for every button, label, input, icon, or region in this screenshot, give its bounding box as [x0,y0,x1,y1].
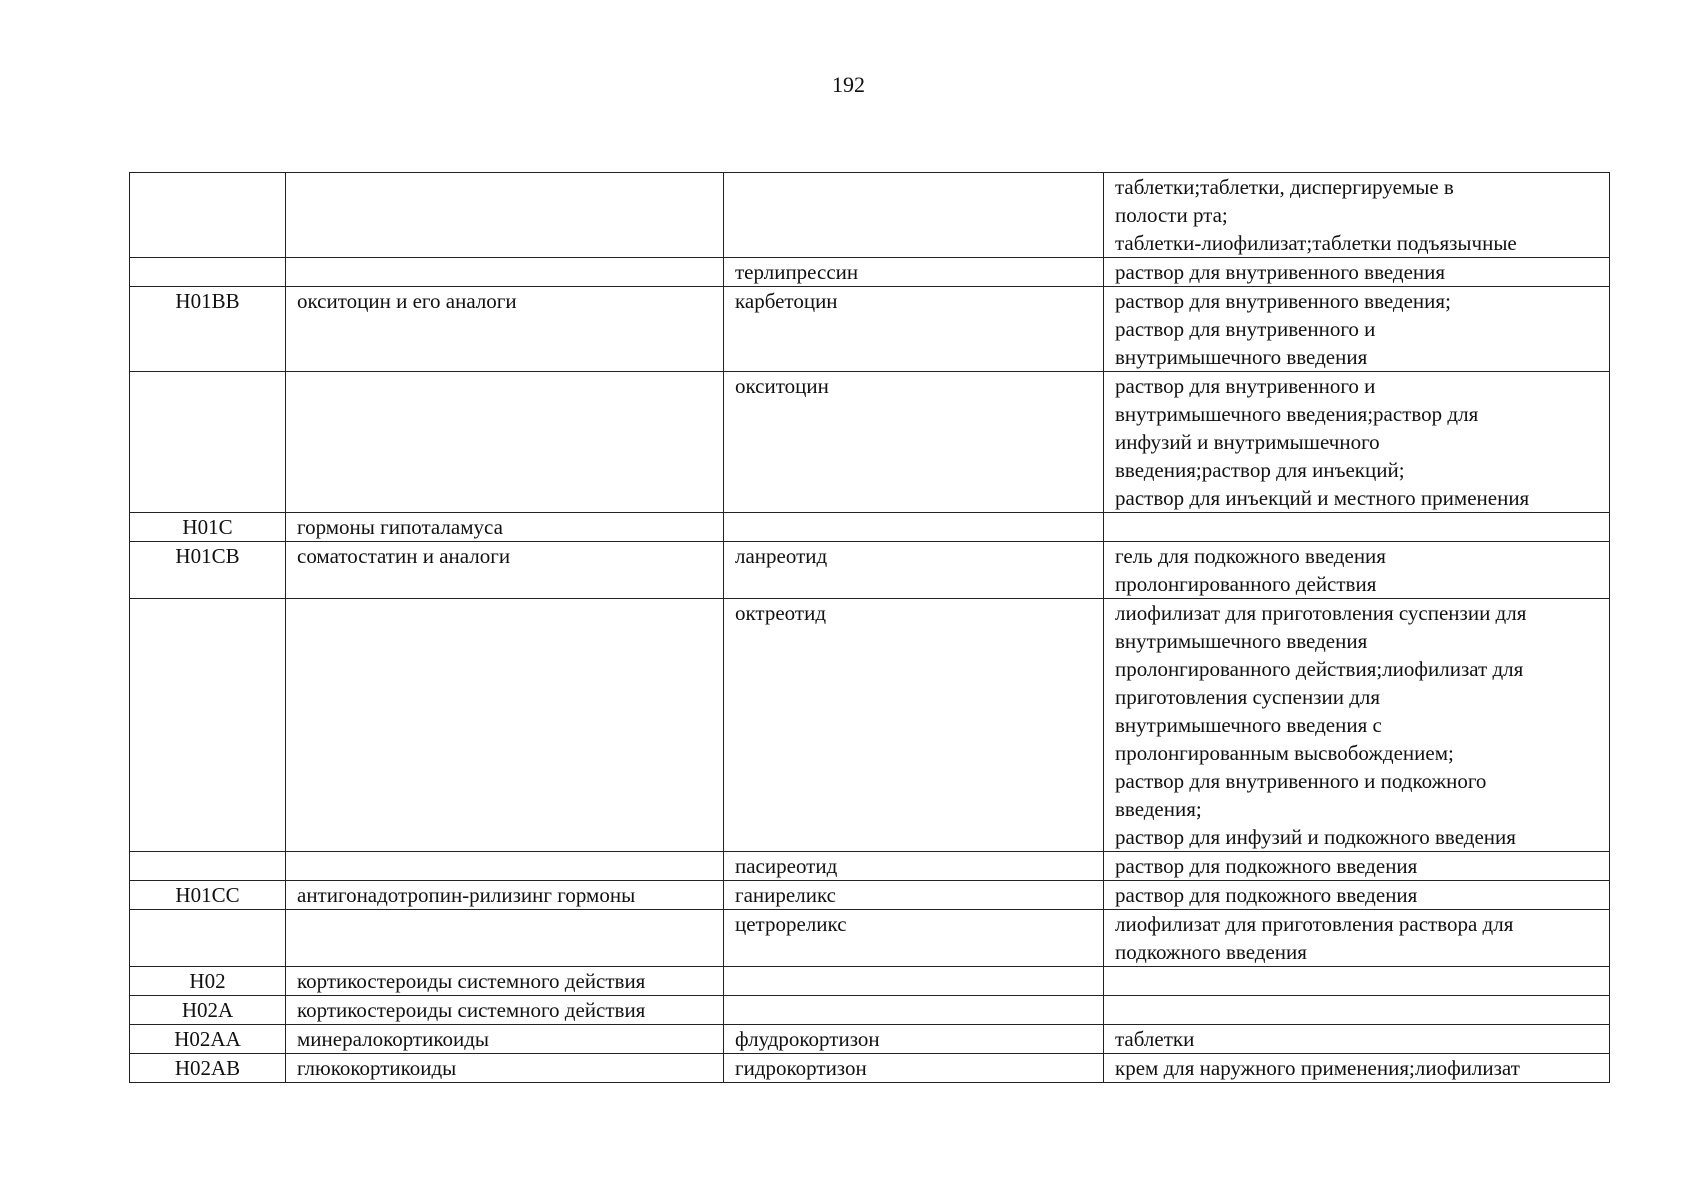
drug-name-cell: октреотид [724,599,1104,852]
dosage-form-cell [1104,967,1610,996]
atc-code-cell [130,372,286,513]
atc-code-cell: H01CB [130,542,286,599]
group-name-cell: кортикостероиды системного действия [286,996,724,1025]
atc-code-cell: H01CC [130,881,286,910]
dosage-form-cell: лиофилизат для приготовления раствора для подкожного введения [1104,910,1610,967]
drug-table [129,172,1610,1083]
table-row [130,852,1610,881]
atc-code-cell: H02A [130,996,286,1025]
table-row [130,287,1610,372]
group-name-cell [286,258,724,287]
atc-code-cell [130,599,286,852]
drug-name-cell: ланреотид [724,542,1104,599]
drug-name-cell: терлипрессин [724,258,1104,287]
atc-code-cell [130,258,286,287]
group-name-cell [286,372,724,513]
drug-name-cell: пасиреотид [724,852,1104,881]
group-name-cell [286,852,724,881]
dosage-form-cell: раствор для подкожного введения [1104,881,1610,910]
dosage-form-cell: раствор для внутривенного введения; раствор для внутривенного и внутримышечного введения [1104,287,1610,372]
group-name-cell: минералокортикоиды [286,1025,724,1054]
atc-code-cell: H01C [130,513,286,542]
dosage-form-cell: гель для подкожного введения пролонгированного действия [1104,542,1610,599]
drug-name-cell: гидрокортизон [724,1054,1104,1083]
table-row [130,258,1610,287]
drug-name-cell [724,513,1104,542]
drug-name-cell [724,173,1104,258]
atc-code-cell: H02AB [130,1054,286,1083]
table-row [130,599,1610,852]
table-row [130,513,1610,542]
table-row [130,372,1610,513]
group-name-cell: соматостатин и аналоги [286,542,724,599]
table-row [130,1054,1610,1083]
drug-name-cell [724,967,1104,996]
dosage-form-cell: раствор для внутривенного введения [1104,258,1610,287]
dosage-form-cell: раствор для подкожного введения [1104,852,1610,881]
dosage-form-cell: крем для наружного применения;лиофилизат [1104,1054,1610,1083]
table-row [130,1025,1610,1054]
group-name-cell: гормоны гипоталамуса [286,513,724,542]
atc-code-cell: H02AA [130,1025,286,1054]
atc-code-cell [130,173,286,258]
atc-code-cell [130,852,286,881]
drug-name-cell: карбетоцин [724,287,1104,372]
group-name-cell [286,173,724,258]
dosage-form-cell: лиофилизат для приготовления суспензии для внутримышечного введения пролонгированного действия;лиофилизат для приготовления суспензии для внутримышечного введения с пролонгированным высвобождением; раствор для внутривенного и подкожного введения; раствор для инфузий и подкожного введения [1104,599,1610,852]
drug-name-cell: окситоцин [724,372,1104,513]
drug-name-cell [724,996,1104,1025]
group-name-cell: кортикостероиды системного действия [286,967,724,996]
dosage-form-cell: таблетки;таблетки, диспергируемые в полости рта; таблетки-лиофилизат;таблетки подъязычные [1104,173,1610,258]
table-row [130,996,1610,1025]
group-name-cell [286,910,724,967]
group-name-cell: окситоцин и его аналоги [286,287,724,372]
drug-name-cell: флудрокортизон [724,1025,1104,1054]
group-name-cell: антигонадотропин-рилизинг гормоны [286,881,724,910]
group-name-cell [286,599,724,852]
drug-name-cell: ганиреликс [724,881,1104,910]
table-row [130,173,1610,258]
atc-code-cell [130,910,286,967]
atc-code-cell: H02 [130,967,286,996]
atc-code-cell: H01BB [130,287,286,372]
table-row [130,967,1610,996]
dosage-form-cell [1104,996,1610,1025]
dosage-form-cell [1104,513,1610,542]
dosage-form-cell: таблетки [1104,1025,1610,1054]
drug-name-cell: цетрореликс [724,910,1104,967]
page-number: 192 [832,72,865,97]
table-row [130,881,1610,910]
table-row [130,910,1610,967]
table-row [130,542,1610,599]
dosage-form-cell: раствор для внутривенного и внутримышечного введения;раствор для инфузий и внутримышечного введения;раствор для инъекций; раствор для инъекций и местного применения [1104,372,1610,513]
group-name-cell: глюкокортикоиды [286,1054,724,1083]
